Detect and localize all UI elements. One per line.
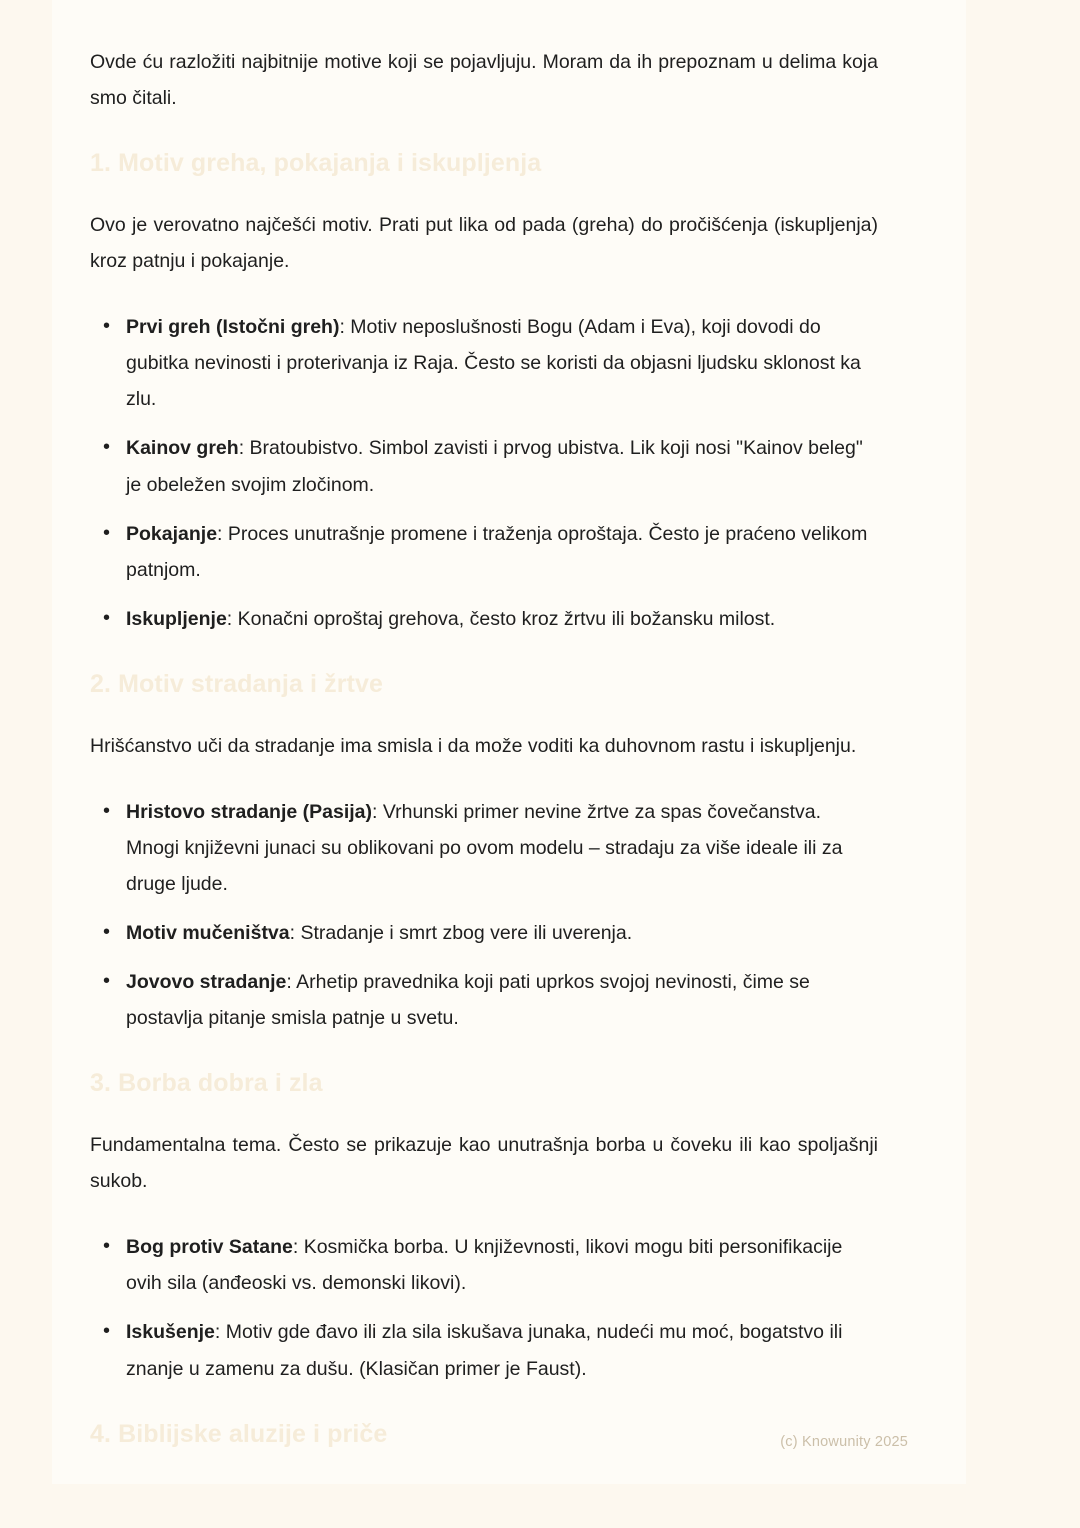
section-2-heading: 2. Motiv stradanja i žrtve bbox=[90, 669, 383, 698]
list-item-text: : Bratoubistvo. Simbol zavisti i prvog ubistva. Lik koji nosi "Kainov beleg" je obeležen svojim zločinom. bbox=[126, 437, 863, 496]
section-3-list bbox=[90, 1229, 878, 1386]
section-3-heading: 3. Borba dobra i zla bbox=[90, 1069, 323, 1098]
list-item-text: : Konačni oproštaj grehova, često kroz žrtvu ili božansku milost. bbox=[226, 607, 776, 630]
section-4-heading: 4. Biblijske aluzije i priče bbox=[90, 1419, 388, 1448]
list-item bbox=[90, 309, 878, 417]
page-footer: (c) Knowunity 2025 bbox=[780, 1434, 908, 1450]
document-page bbox=[52, 0, 976, 1484]
list-item bbox=[90, 964, 878, 1036]
section-3 bbox=[90, 1066, 878, 1386]
section-1-list bbox=[90, 309, 878, 637]
list-item-term: Motiv mučeništva bbox=[126, 922, 290, 944]
list-item-text: : Proces unutrašnje promene i traženja oproštaja. Često je praćeno velikom patnjom. bbox=[126, 522, 868, 581]
section-2-list bbox=[90, 794, 878, 1036]
list-item bbox=[90, 516, 878, 588]
list-item bbox=[90, 794, 878, 902]
list-item bbox=[90, 915, 878, 951]
list-item-term: Hristovo stradanje (Pasija) bbox=[126, 800, 372, 823]
list-item bbox=[90, 430, 878, 502]
list-item-term: Kainov greh bbox=[126, 437, 239, 460]
list-item-text: : Motiv gde đavo ili zla sila iskušava junaka, nudeći mu moć, bogatstvo ili znanje u zamenu za dušu. (Klasičan primer je Faust). bbox=[126, 1321, 843, 1380]
section-4 bbox=[90, 1417, 878, 1452]
section-2-paragraph: Hrišćanstvo uči da stradanje ima smisla i da može voditi ka duhovnom rastu i iskupljenju. bbox=[90, 734, 857, 757]
list-item-term: Prvi greh (Istočni greh) bbox=[126, 316, 340, 339]
list-item-term: Jovovo stradanje bbox=[126, 971, 287, 994]
list-item-term: Bog protiv Satane bbox=[126, 1236, 293, 1259]
list-item bbox=[90, 1314, 878, 1386]
list-item-text: : Vrhunski primer nevine žrtve za spas čovečanstva. Mnogi književni junaci su oblikovani po ovom modelu – stradaju za više ideale ili za druge ljude. bbox=[126, 800, 843, 895]
intro-paragraph: Ovde ću razložiti najbitnije motive koji se pojavljuju. Moram da ih prepoznam u delima koja smo čitali. bbox=[90, 51, 878, 110]
list-item-text: : Stradanje i smrt zbog vere ili uverenja. bbox=[289, 922, 633, 944]
list-item bbox=[90, 1229, 878, 1301]
list-item-term: Iskušenje bbox=[126, 1321, 215, 1344]
list-item-text: : Kosmička borba. U književnosti, likovi mogu biti personifikacije ovih sila (anđeoski vs. demonski likovi). bbox=[126, 1236, 843, 1295]
list-item-text: : Motiv neposlušnosti Bogu (Adam i Eva), koji dovodi do gubitka nevinosti i proterivanja iz Raja. Često se koristi da objasni ljudsku sklonost ka zlu. bbox=[126, 316, 861, 411]
section-1-paragraph: Ovo je verovatno najčešći motiv. Prati put lika od pada (greha) do pročišćenja (iskupljenja) kroz patnju i pokajanje. bbox=[90, 214, 878, 273]
section-2 bbox=[90, 667, 878, 1036]
list-item-term: Pokajanje bbox=[126, 522, 218, 545]
document-body bbox=[52, 0, 976, 1452]
section-1 bbox=[90, 146, 878, 637]
list-item-text: : Arhetip pravednika koji pati uprkos svojoj nevinosti, čime se postavlja pitanje smisla patnje u svetu. bbox=[126, 971, 810, 1030]
section-1-heading: 1. Motiv greha, pokajanja i iskupljenja bbox=[90, 149, 542, 178]
page-right-margin bbox=[966, 0, 976, 1484]
list-item-term: Iskupljenje bbox=[126, 607, 227, 630]
list-item bbox=[90, 601, 878, 637]
section-3-paragraph: Fundamentalna tema. Često se prikazuje kao unutrašnja borba u čoveku ili kao spoljašnji sukob. bbox=[90, 1134, 878, 1193]
